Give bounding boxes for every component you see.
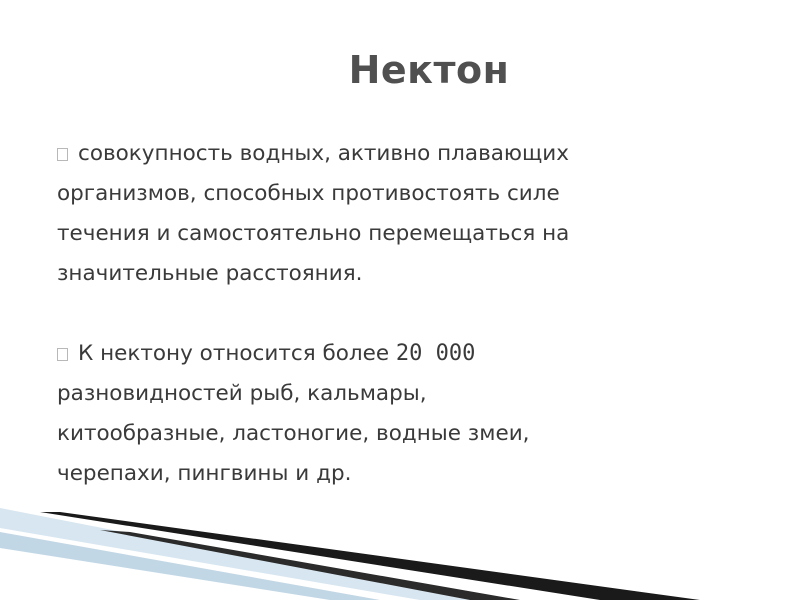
paragraph-line: организмов, способных противостоять силе	[57, 181, 560, 206]
line-text: совокупность водных, активно плавающих	[78, 141, 569, 166]
swoosh-dark-band	[40, 512, 700, 600]
paragraph-examples	[57, 334, 737, 494]
paragraph-line: китообразные, ластоногие, водные змеи,	[57, 421, 530, 446]
species-count: 20 000	[395, 341, 476, 366]
bullet-icon	[57, 348, 68, 361]
paragraph-definition	[57, 134, 737, 294]
line-text: К нектону относится более	[78, 341, 390, 366]
paragraph-line: значительные расстояния.	[57, 261, 363, 286]
paragraph-line	[57, 134, 737, 174]
slide-title: Нектон	[348, 48, 510, 92]
paragraph-line	[57, 334, 737, 374]
swoosh-light-band	[0, 508, 470, 600]
paragraph-line: разновидностей рыб, кальмары,	[57, 381, 427, 406]
paragraph-line: течения и самостоятельно перемещаться на	[57, 221, 570, 246]
slide-body	[57, 134, 737, 494]
swoosh-light-band-2	[0, 532, 380, 600]
bullet-icon	[57, 148, 68, 161]
swoosh-dark-band-2	[100, 530, 520, 600]
paragraph-line: черепахи, пингвины и др.	[57, 461, 352, 486]
